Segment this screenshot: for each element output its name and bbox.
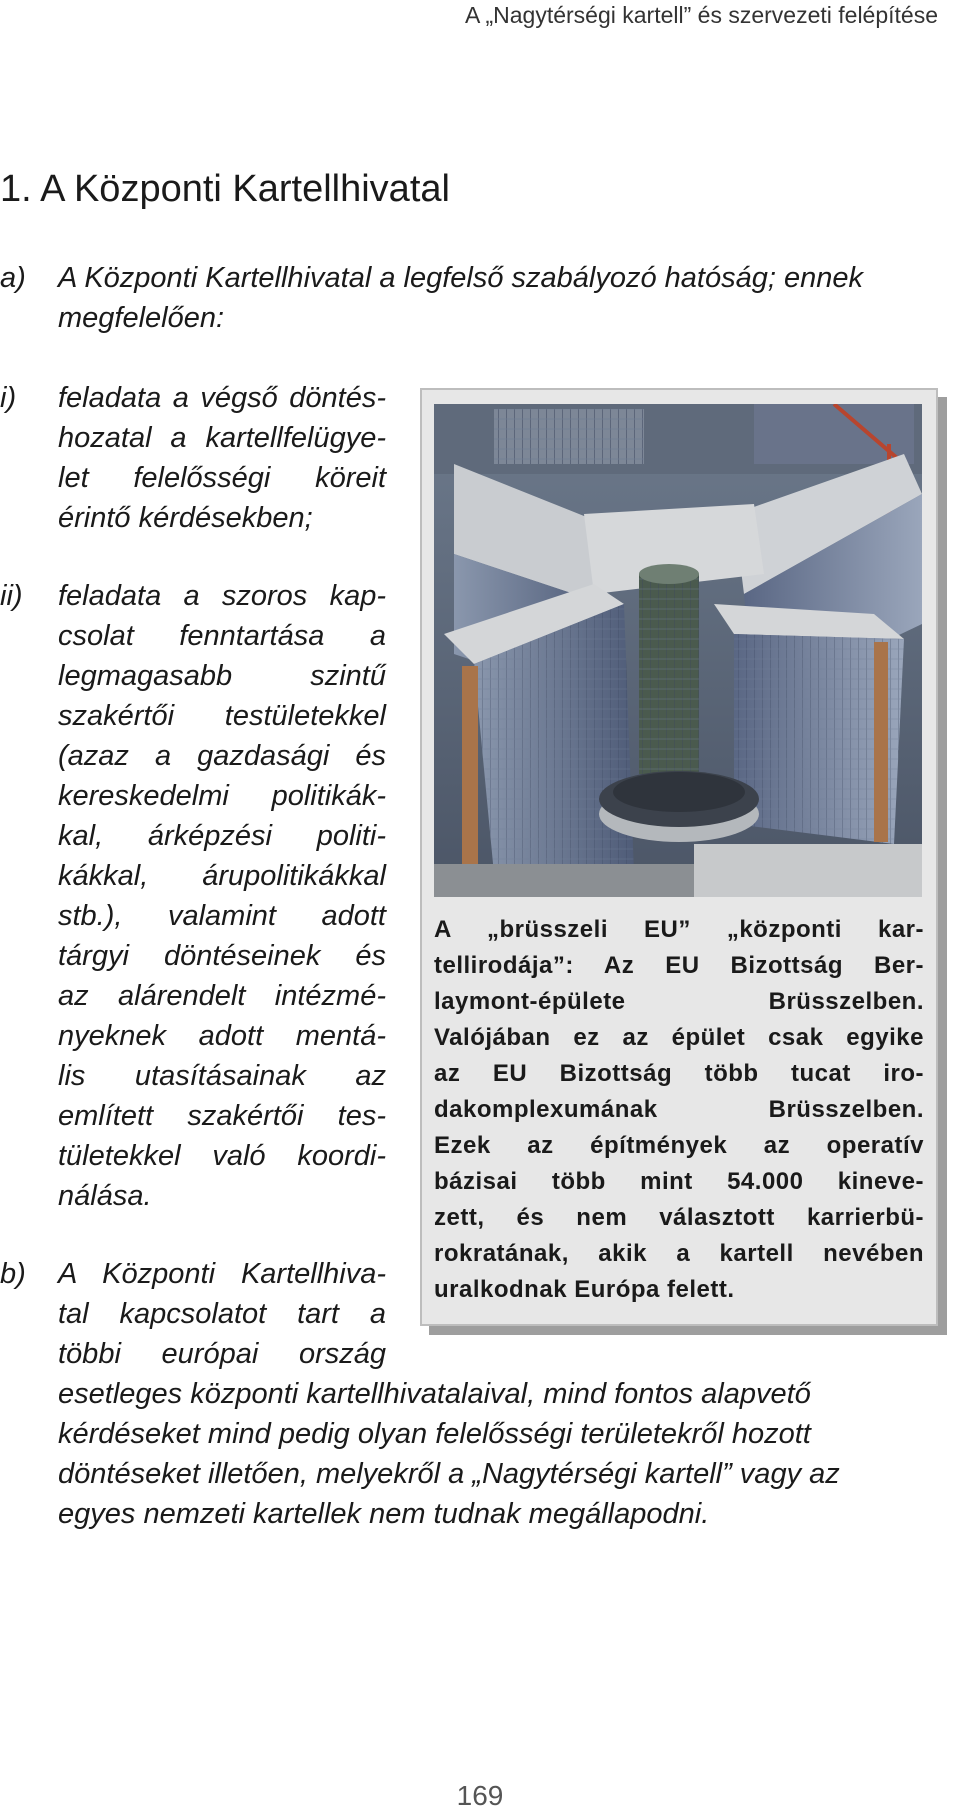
item-ii-line: legmagasabb szintű	[58, 660, 386, 692]
page-number: 169	[456, 1780, 504, 1811]
caption-line: A „brüsszeli EU” „központi kar-	[434, 916, 924, 943]
berlaymont-building-photo	[434, 404, 922, 897]
item-b-line-wide: döntéseket illetően, melyekről a „Nagytérségi kartell” vagy az	[58, 1458, 840, 1490]
caption-line: tellirodája”: Az EU Bizottság Ber-	[434, 952, 924, 979]
item-ii-line: kákkal, árupolitikákkal	[58, 860, 386, 892]
caption-line: az EU Bizottság több tucat iro-	[434, 1060, 924, 1087]
item-ii-line: említett szakértői tes-	[58, 1100, 386, 1132]
caption-line: Valójában ez az épület csak egyike	[434, 1024, 924, 1051]
caption-line: zett, és nem választott karrierbü-	[434, 1204, 924, 1231]
item-a-marker: a)	[0, 262, 26, 294]
item-ii-line: nyeknek adott mentá-	[58, 1020, 386, 1052]
item-b-text-narrow	[58, 1254, 386, 1374]
caption-line: uralkodnak Európa felett.	[434, 1276, 735, 1303]
caption-line: dakomplexumának Brüsszelben.	[434, 1096, 924, 1123]
item-ii-line: tületekkel való koordi-	[58, 1140, 386, 1172]
item-i-marker: i)	[0, 382, 17, 414]
figure-box	[420, 388, 938, 1326]
running-header: A „Nagytérségi kartell” és szervezeti felépítése	[465, 2, 938, 28]
item-b-line-wide: egyes nemzeti kartellek nem tudnak megállapodni.	[58, 1498, 710, 1530]
item-ii-line: stb.), valamint adott	[58, 900, 386, 932]
figure-caption	[434, 912, 924, 1308]
item-i-text	[58, 378, 386, 538]
caption-line: Ezek az építmények az operatív	[434, 1132, 924, 1159]
caption-line: bázisai több mint 54.000 kineve-	[434, 1168, 924, 1195]
item-ii-line: feladata a szoros kap-	[58, 580, 386, 612]
item-ii-text	[58, 576, 386, 1216]
item-ii-line: kereskedelmi politikák-	[58, 780, 386, 812]
item-ii-line: kal, árképzési politi-	[58, 820, 386, 852]
item-i-line: feladata a végső döntés-	[58, 382, 386, 414]
item-a-line-2: megfelelően:	[58, 302, 225, 334]
caption-line: rokratának, akik a kartell nevében	[434, 1240, 924, 1267]
item-ii-marker: ii)	[0, 580, 23, 612]
item-b-marker: b)	[0, 1258, 26, 1290]
item-ii-line: lis utasításainak az	[58, 1060, 386, 1092]
item-b-line-wide: esetleges központi kartellhivatalaival, mind fontos alapvető	[58, 1378, 811, 1410]
item-ii-line: az alárendelt intézmé-	[58, 980, 386, 1012]
item-b-line-wide: kérdéseket mind pedig olyan felelősségi területekről hozott	[58, 1418, 811, 1450]
item-ii-line: tárgyi döntéseinek és	[58, 940, 386, 972]
item-ii-line: nálása.	[58, 1180, 152, 1212]
building-illustration	[434, 404, 922, 897]
item-i-line: hozatal a kartellfelügye-	[58, 422, 386, 454]
item-ii-line: szakértői testületekkel	[58, 700, 386, 732]
item-i-line: érintő kérdésekben;	[58, 502, 313, 534]
item-b-line: többi európai ország	[58, 1338, 386, 1370]
item-ii-line: (azaz a gazdasági és	[58, 740, 386, 772]
item-b-line: tal kapcsolatot tart a	[58, 1298, 386, 1330]
item-i-line: let felelősségi köreit	[58, 462, 386, 494]
item-b-line: A Központi Kartellhiva-	[58, 1258, 386, 1290]
item-a-line-1: A Központi Kartellhivatal a legfelső szabályozó hatóság; ennek	[58, 262, 863, 294]
section-title: 1. A Központi Kartellhivatal	[0, 168, 450, 210]
item-ii-line: csolat fenntartása a	[58, 620, 386, 652]
caption-line: laymont-épülete Brüsszelben.	[434, 988, 924, 1015]
